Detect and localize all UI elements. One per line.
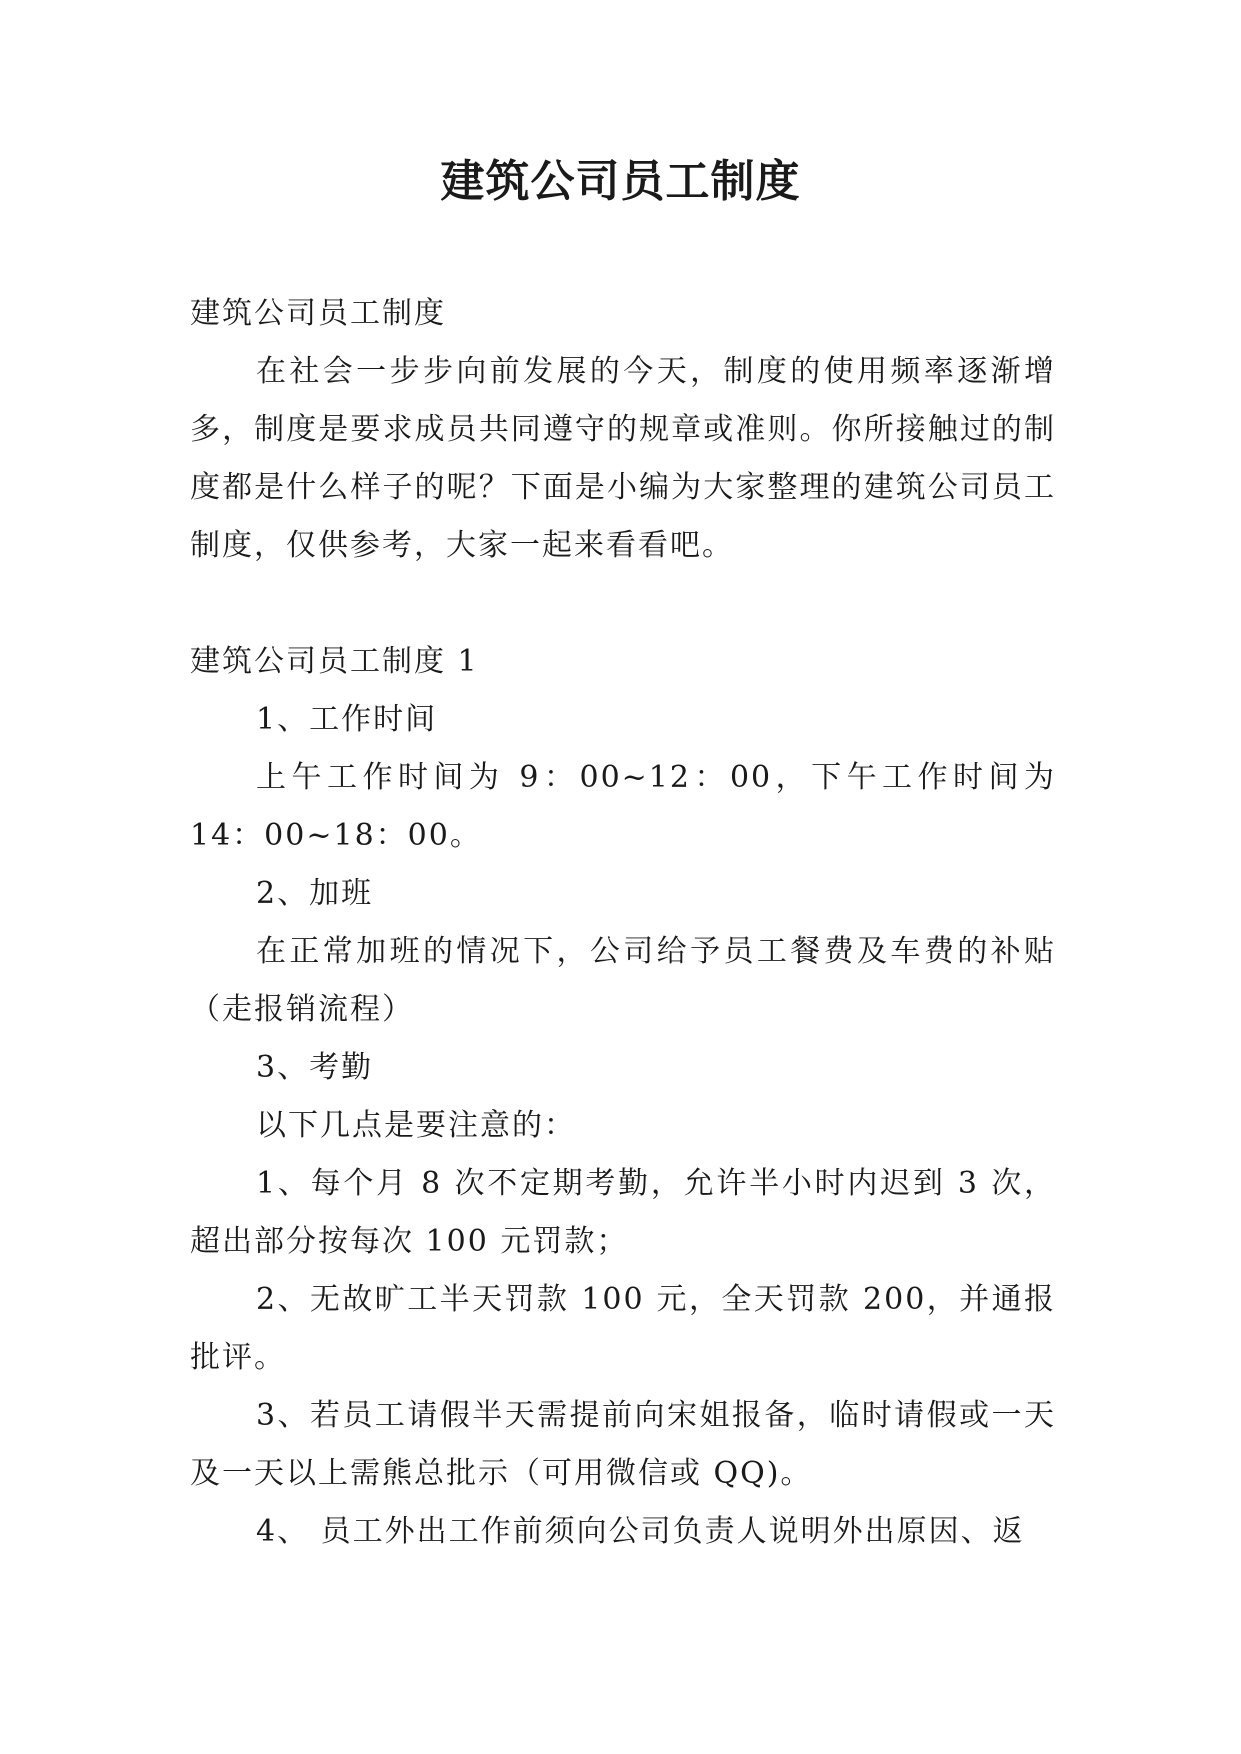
attendance-rule-4: 4、 员工外出工作前须向公司负责人说明外出原因、返 bbox=[256, 1514, 1025, 1549]
item-work-hours-heading: 1、工作时间 bbox=[256, 702, 438, 737]
item-work-hours-text: 上午工作时间为 9：00~12：00，下午工作时间为 14：00~18：00。 bbox=[190, 760, 1056, 853]
item-overtime-heading: 2、加班 bbox=[256, 876, 374, 911]
section-heading: 建筑公司员工制度 1 bbox=[190, 644, 479, 679]
item-overtime-text: 在正常加班的情况下，公司给予员工餐费及车费的补贴（走报销流程） bbox=[190, 934, 1056, 1027]
document-body bbox=[190, 285, 1056, 1561]
document-subtitle: 建筑公司员工制度 bbox=[190, 296, 446, 331]
item-attendance-heading: 3、考勤 bbox=[256, 1050, 374, 1085]
attendance-rule-2: 2、无故旷工半天罚款 100 元，全天罚款 200，并通报批评。 bbox=[190, 1282, 1056, 1375]
attendance-rule-1: 1、每个月 8 次不定期考勤，允许半小时内迟到 3 次，超出部分按每次 100 元罚款； bbox=[190, 1166, 1056, 1259]
item-attendance-intro: 以下几点是要注意的： bbox=[256, 1108, 576, 1143]
attendance-rule-3: 3、若员工请假半天需提前向宋姐报备，临时请假或一天及一天以上需熊总批示（可用微信或 QQ)。 bbox=[190, 1398, 1056, 1491]
page-title: 建筑公司员工制度 bbox=[440, 156, 801, 207]
intro-paragraph: 在社会一步步向前发展的今天，制度的使用频率逐渐增多，制度是要求成员共同遵守的规章或准则。你所接触过的制度都是什么样子的呢？下面是小编为大家整理的建筑公司员工制度，仅供参考，大家一起来看看吧。 bbox=[190, 354, 1056, 563]
